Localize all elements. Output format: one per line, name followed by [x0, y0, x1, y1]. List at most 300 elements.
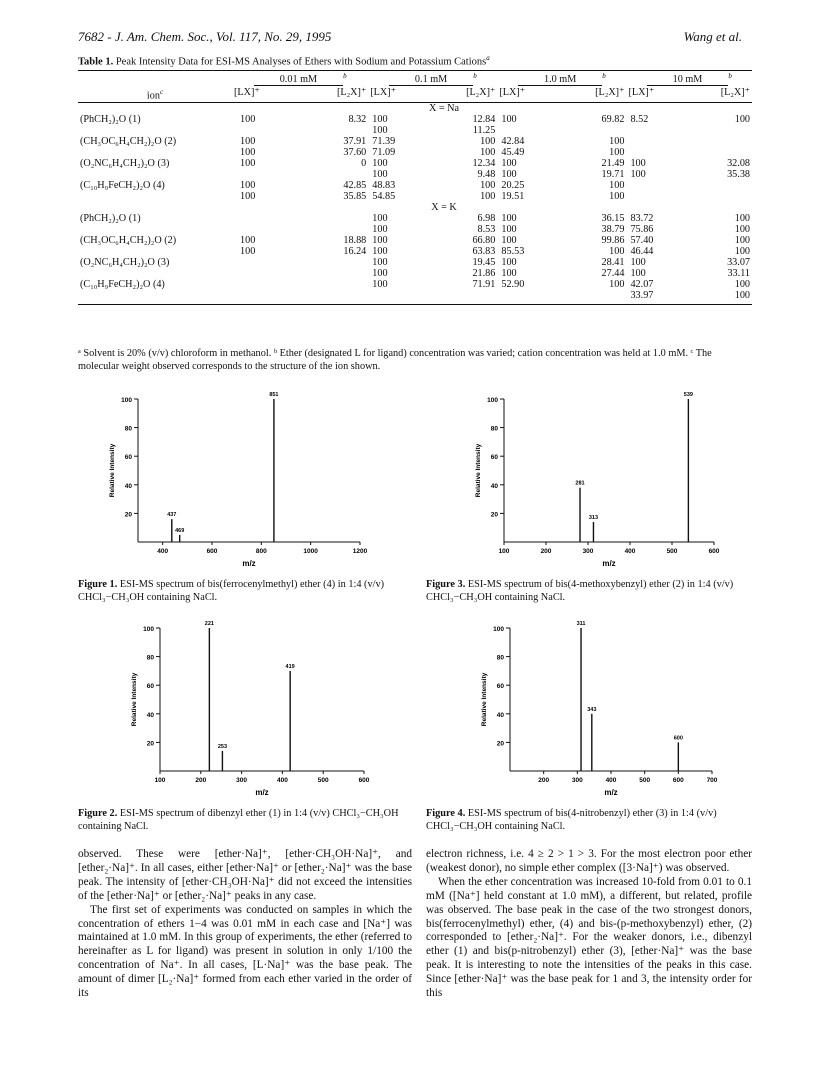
y-tick-label: 40 [490, 482, 498, 490]
concentration-mark: b [343, 72, 347, 80]
table-cell [497, 279, 558, 301]
y-tick-label: 40 [146, 711, 154, 719]
x-axis-label: m/z [242, 559, 256, 568]
table-row [78, 235, 752, 257]
ion-label: ion [146, 90, 160, 102]
y-tick-label: 100 [487, 397, 498, 404]
cell-value: 100 [609, 190, 625, 202]
cell-value: 100 [630, 267, 646, 279]
cell-value: 85.53 [501, 245, 525, 257]
table-row [78, 158, 752, 180]
concentration-label: 10 mM [647, 74, 729, 86]
y-tick-label: 80 [490, 425, 498, 433]
table-row [78, 213, 752, 235]
cell-value: 100 [240, 157, 256, 169]
figure-label: Figure 2. [78, 808, 118, 819]
ion-name: (CH₃OC₆H₄CH₂)₂O (2) [80, 234, 177, 246]
x-tick-label: 100 [154, 777, 166, 784]
table-cell [686, 114, 752, 136]
table-cell [558, 279, 626, 301]
journal-citation: 7682 - J. Am. Chem. Soc., Vol. 117, No. 29, 1995 [78, 29, 332, 44]
cell-value: 100 [372, 278, 388, 290]
cell-value: 100 [501, 267, 517, 279]
cell-value: 100 [240, 234, 256, 246]
figure-label: Figure 1. [78, 579, 118, 590]
cell-value: 100 [501, 256, 517, 268]
table-cell [232, 257, 296, 279]
cell-value: 19.51 [501, 190, 525, 202]
cell-value: 57.40 [630, 234, 654, 246]
table-cell [429, 213, 497, 235]
cell-value: 83.72 [630, 212, 654, 224]
section-header: X = K [431, 201, 457, 213]
y-axis-label: Relative Intensity [481, 672, 488, 727]
cell-value: 100 [734, 113, 750, 125]
table-cell [686, 213, 752, 235]
cell-value: 100 [372, 267, 388, 279]
figure-4-spectrum [458, 614, 720, 799]
cell-value: 100 [501, 113, 517, 125]
table-cell [558, 158, 626, 180]
figure-4-caption [426, 808, 752, 833]
x-tick-label: 800 [255, 548, 267, 555]
table-cell [626, 279, 685, 301]
author-running-head: Wang et al. [683, 29, 742, 44]
table-cell [368, 235, 429, 257]
x-tick-label: 500 [317, 777, 329, 784]
x-tick-label: 200 [540, 548, 552, 555]
figure-caption-text: ESI-MS spectrum of bis(4-nitrobenzyl) ether (3) in 1:4 (v/v) CHCl₃−CH₃OH containing NaCl. [426, 808, 717, 832]
ion-name: (C₁₀H₉FeCH₂)₂O (4) [80, 179, 165, 191]
peak-label: 469 [175, 527, 185, 534]
cell-value: 100 [609, 179, 625, 191]
concentration-header [232, 71, 368, 86]
table-cell [296, 114, 368, 136]
table-cell [558, 136, 626, 158]
cell-value: 100 [609, 278, 625, 290]
cell-value: 42.07 [630, 278, 654, 290]
x-tick-label: 600 [708, 548, 720, 555]
cell-value: 100 [630, 168, 646, 180]
y-tick-label: 80 [124, 425, 132, 433]
cell-value: 100 [501, 234, 517, 246]
concentration-label: 0.01 mM [254, 74, 343, 86]
x-tick-label: 200 [538, 777, 550, 784]
peak-label: 419 [285, 663, 295, 670]
ion-name: (O₂NC₆H₄CH₂)₂O (3) [80, 157, 170, 169]
cell-value: 9.48 [477, 168, 496, 180]
table-cell [497, 136, 558, 158]
peak-label: 313 [588, 514, 599, 521]
cell-value: 100 [734, 223, 750, 235]
table-cell [686, 136, 752, 158]
cell-value: 100 [609, 245, 625, 257]
column-header: [L₂X]⁺ [686, 85, 752, 102]
cell-value: 100 [372, 113, 388, 125]
x-tick-label: 1000 [303, 548, 318, 555]
table-title: Peak Intensity Data for ESI-MS Analyses of Ethers with Sodium and Potassium Cations [115, 56, 487, 68]
cell-value: 100 [480, 190, 496, 202]
x-tick-label: 400 [276, 777, 288, 784]
table-cell [626, 235, 685, 257]
peak-label: 851 [269, 392, 279, 398]
table-cell [368, 257, 429, 279]
cell-value: 35.85 [343, 190, 367, 202]
concentration-mark: b [602, 72, 606, 80]
x-tick-label: 400 [157, 548, 169, 555]
cell-value: 100 [480, 146, 496, 158]
cell-value: 42.85 [343, 179, 367, 191]
table-row [78, 114, 752, 136]
x-tick-label: 1200 [352, 548, 368, 555]
table-cell [497, 158, 558, 180]
table-cell [558, 180, 626, 202]
table-cell [626, 180, 685, 202]
x-tick-label: 100 [498, 548, 510, 555]
concentration-header [497, 71, 626, 86]
cell-value: 11.25 [472, 124, 496, 136]
cell-value: 19.45 [472, 256, 496, 268]
table-footnote: ᵃ Solvent is 20% (v/v) chloroform in methanol. ᵇ Ether (designated L for ligand) concentration was varied; cation concentration was held at 1.0 mM. ᶜ The molecular weight observed corresponds to the structure of the ion shown. [78, 348, 712, 372]
table-cell [232, 136, 296, 158]
paragraph: The first set of experiments was conducted on samples in which the concentration of ethers 1−4 was 0.01 mM in each case and [Na⁺] was maintained at 1.0 mM. In this group of experiments, the ether (referred to hereinafter as L for ligand) was present in solution in only 1/100 the concentration of Na⁺. In all cases, [L·Na]⁺ was the base peak. The amount of dimer [L₂·Na]⁺ formed from each ether varied in the order of its [78, 903, 412, 1000]
table-cell [497, 213, 558, 235]
table-cell [429, 257, 497, 279]
table-cell [686, 257, 752, 279]
table-cell [686, 158, 752, 180]
table-cell [429, 180, 497, 202]
figure-2-caption [78, 808, 418, 833]
ion-name: (PhCH₂)₂O (1) [80, 113, 141, 125]
table-cell [686, 279, 752, 301]
table-cell [368, 213, 429, 235]
cell-value: 100 [501, 157, 517, 169]
cell-value: 100 [480, 135, 496, 147]
concentration-mark: b [728, 72, 732, 80]
table-cell [296, 158, 368, 180]
ion-mark: c [159, 88, 164, 97]
cell-value: 100 [240, 135, 256, 147]
column-header: [LX]⁺ [626, 85, 685, 102]
table-cell [296, 136, 368, 158]
table-cell [232, 213, 296, 235]
table-cell [558, 257, 626, 279]
spectrum-svg [452, 385, 722, 570]
cell-value: 71.91 [472, 278, 496, 290]
peak-label: 221 [204, 621, 214, 627]
cell-value: 100 [734, 212, 750, 224]
cell-value: 37.60 [343, 146, 367, 158]
cell-value: 48.83 [372, 179, 396, 191]
paragraph: electron richness, i.e. 4 ≥ 2 > 1 > 3. For the most electron poor ether (weakest donor), no simple ether complex ([3·Na]⁺) was observed. [426, 848, 752, 874]
section-header: X = Na [428, 102, 460, 114]
column-header: [LX]⁺ [232, 85, 296, 102]
y-tick-label: 40 [496, 711, 504, 719]
peak-label: 311 [576, 621, 586, 627]
cell-value: 42.84 [501, 135, 525, 147]
y-tick-label: 80 [146, 654, 154, 662]
y-axis-label: Relative Intensity [109, 443, 116, 498]
cell-value: 52.90 [501, 278, 525, 290]
cell-value: 54.85 [372, 190, 396, 202]
table-cell [368, 279, 429, 301]
peak-label: 253 [217, 743, 228, 750]
cell-value: 66.80 [472, 234, 496, 246]
table-cell [497, 114, 558, 136]
cell-value: 6.98 [477, 212, 496, 224]
paragraph: When the ether concentration was increased 10-fold from 0.01 to 0.1 mM ([Na⁺] held constant at 1.0 mM), a different, but related, profile was observed. The base peak in the case of the two strongest donors, bis(ferrocenylmethyl) ether, (4) and bis-(p-methoxybenzyl) ether, (2) corresponded to [ether₂·Na]⁺. For the weaker donors, i.e., dibenzyl ether (1) and bis(p-nitrobenzyl) ether (3), [ether·Na]⁺ was the base peak. It is interesting to note the intensities of the peaks in this case. Since [ether·Na]⁺ was the base peak for 1 and 3, the intensity order for this [426, 875, 752, 1000]
peak-label: 437 [167, 512, 177, 519]
table-cell [368, 180, 429, 202]
cell-value: 8.32 [348, 113, 367, 125]
figure-3-caption [426, 579, 752, 604]
y-tick-label: 60 [490, 454, 498, 462]
ion-name: (PhCH₂)₂O (1) [80, 212, 141, 224]
y-tick-label: 80 [496, 654, 504, 662]
table-cell [296, 279, 368, 301]
cell-value: 100 [734, 278, 750, 290]
data-table [78, 70, 752, 305]
cell-value: 21.49 [601, 157, 625, 169]
y-tick-label: 20 [146, 740, 154, 748]
cell-value: 100 [372, 168, 388, 180]
column-header: [L₂X]⁺ [558, 85, 626, 102]
x-tick-label: 300 [582, 548, 594, 555]
x-tick-label: 300 [571, 777, 583, 784]
ion-name: (C₁₀H₉FeCH₂)₂O (4) [80, 278, 165, 290]
column-header: [L₂X]⁺ [296, 85, 368, 102]
table-row [78, 180, 752, 202]
figure-1-spectrum [86, 385, 368, 570]
cell-value: 71.39 [372, 135, 396, 147]
body-text-right-column [426, 848, 752, 1001]
cell-value: 100 [240, 190, 256, 202]
cell-value: 69.82 [601, 113, 625, 125]
table-cell [429, 136, 497, 158]
cell-value: 100 [734, 234, 750, 246]
figure-label: Figure 4. [426, 808, 466, 819]
table-cell [429, 114, 497, 136]
y-axis-label: Relative Intensity [131, 672, 138, 727]
table-cell [626, 136, 685, 158]
cell-value: 45.49 [501, 146, 525, 158]
ion-column-header [78, 85, 232, 102]
running-header [78, 29, 742, 47]
figure-caption-text: ESI-MS spectrum of bis(4-methoxybenzyl) ether (2) in 1:4 (v/v) CHCl₃−CH₃OH containing NaCl. [426, 579, 734, 603]
cell-value: 100 [372, 256, 388, 268]
ion-name: (CH₃OC₆H₄CH₂)₂O (2) [80, 135, 177, 147]
table-corner [78, 71, 232, 86]
table-cell [232, 180, 296, 202]
cell-value: 100 [240, 179, 256, 191]
spectrum-svg [108, 614, 372, 799]
cell-value: 100 [240, 113, 256, 125]
table-cell [626, 213, 685, 235]
cell-value: 100 [372, 234, 388, 246]
table-row [78, 279, 752, 301]
table-cell [296, 257, 368, 279]
cell-value: 32.08 [727, 157, 750, 169]
peak-label: 600 [673, 735, 683, 742]
cell-value: 38.79 [601, 223, 625, 235]
cell-value: 21.86 [472, 267, 496, 279]
y-tick-label: 20 [496, 740, 504, 748]
cell-value: 18.88 [343, 234, 367, 246]
table-cell [626, 257, 685, 279]
x-tick-label: 600 [358, 777, 370, 784]
figure-2-spectrum [108, 614, 372, 799]
column-header: [LX]⁺ [497, 85, 558, 102]
cell-value: 27.44 [601, 267, 625, 279]
table-cell [368, 158, 429, 180]
table-cell [497, 180, 558, 202]
cell-value: 75.86 [630, 223, 654, 235]
x-tick-label: 500 [666, 548, 678, 555]
cell-value: 35.38 [727, 168, 750, 180]
cell-value: 37.91 [343, 135, 367, 147]
cell-value: 0 [361, 157, 367, 169]
cell-value: 100 [240, 245, 256, 257]
table-cell [368, 136, 429, 158]
figure-3-spectrum [452, 385, 722, 570]
table-cell [296, 235, 368, 257]
cell-value: 12.84 [472, 113, 496, 125]
table-cell [429, 158, 497, 180]
peak-label: 281 [575, 480, 585, 487]
spectrum-svg [458, 614, 720, 799]
cell-value: 12.34 [472, 157, 496, 169]
cell-value: 36.15 [601, 212, 625, 224]
y-tick-label: 40 [124, 482, 132, 490]
cell-value: 20.25 [501, 179, 525, 191]
table-cell [686, 235, 752, 257]
cell-value: 100 [609, 146, 625, 158]
cell-value: 33.11 [727, 267, 750, 279]
cell-value: 100 [372, 124, 388, 136]
table-row [78, 136, 752, 158]
cell-value: 100 [480, 179, 496, 191]
table-cell [626, 114, 685, 136]
cell-value: 100 [501, 168, 517, 180]
figure-caption-text: ESI-MS spectrum of bis(ferrocenylmethyl) ether (4) in 1:4 (v/v) CHCl₃−CH₃OH containing NaCl. [78, 579, 385, 603]
cell-value: 19.71 [601, 168, 625, 180]
cell-value: 8.52 [630, 113, 649, 125]
table-cell [232, 279, 296, 301]
ion-name: (O₂NC₆H₄CH₂)₂O (3) [80, 256, 170, 268]
cell-value: 100 [609, 135, 625, 147]
table-cell [497, 235, 558, 257]
table-row [78, 257, 752, 279]
cell-value: 100 [734, 289, 750, 301]
y-tick-label: 100 [493, 626, 504, 633]
cell-value: 100 [630, 256, 646, 268]
y-axis-label: Relative Intensity [475, 443, 482, 498]
table-cell [558, 235, 626, 257]
x-tick-label: 400 [605, 777, 617, 784]
table-title-mark: a [486, 54, 490, 62]
body-text-left-column [78, 848, 412, 1001]
cell-value: 28.41 [601, 256, 625, 268]
table-caption [78, 54, 748, 68]
peak-label: 539 [683, 392, 693, 398]
table-cell [232, 235, 296, 257]
figure-label: Figure 3. [426, 579, 466, 590]
column-header: [L₂X]⁺ [429, 85, 497, 102]
figure-caption-text: ESI-MS spectrum of dibenzyl ether (1) in 1:4 (v/v) CHCl₃−CH₃OH containing NaCl. [78, 808, 399, 832]
peak-label: 343 [587, 706, 597, 713]
y-tick-label: 60 [124, 454, 132, 462]
x-tick-label: 300 [236, 777, 248, 784]
spectrum-svg [86, 385, 368, 570]
x-axis-label: m/z [255, 788, 269, 797]
y-tick-label: 100 [121, 397, 132, 404]
x-tick-label: 200 [195, 777, 207, 784]
x-tick-label: 600 [672, 777, 684, 784]
concentration-header [368, 71, 497, 86]
table-cell [296, 180, 368, 202]
cell-value: 100 [501, 212, 517, 224]
concentration-header [626, 71, 752, 86]
column-header: [LX]⁺ [368, 85, 429, 102]
cell-value: 63.83 [472, 245, 496, 257]
cell-value: 100 [372, 245, 388, 257]
cell-value: 71.09 [372, 146, 396, 158]
table-label: Table 1. [78, 56, 114, 68]
table-cell [429, 235, 497, 257]
table-cell [558, 213, 626, 235]
cell-value: 33.07 [727, 256, 750, 268]
cell-value: 100 [372, 223, 388, 235]
y-tick-label: 20 [124, 511, 132, 519]
table-cell [686, 180, 752, 202]
x-tick-label: 600 [206, 548, 218, 555]
y-tick-label: 60 [146, 683, 154, 691]
y-tick-label: 60 [496, 683, 504, 691]
table-cell [626, 158, 685, 180]
cell-value: 8.53 [477, 223, 496, 235]
cell-value: 100 [630, 157, 646, 169]
table-cell [232, 158, 296, 180]
concentration-label: 1.0 mM [518, 74, 602, 86]
table-cell [558, 114, 626, 136]
table-cell [497, 257, 558, 279]
figure-1-caption [78, 579, 418, 604]
cell-value: 100 [240, 146, 256, 158]
x-axis-label: m/z [602, 559, 616, 568]
cell-value: 100 [734, 245, 750, 257]
y-tick-label: 20 [490, 511, 498, 519]
table-cell [232, 114, 296, 136]
cell-value: 100 [372, 212, 388, 224]
table-cell [429, 279, 497, 301]
x-axis-label: m/z [604, 788, 618, 797]
table-cell [368, 114, 429, 136]
cell-value: 100 [501, 223, 517, 235]
cell-value: 33.97 [630, 289, 654, 301]
x-tick-label: 500 [639, 777, 651, 784]
cell-value: 100 [372, 157, 388, 169]
x-tick-label: 700 [706, 777, 718, 784]
cell-value: 99.86 [601, 234, 625, 246]
y-tick-label: 100 [143, 626, 154, 633]
cell-value: 16.24 [343, 245, 367, 257]
paragraph: observed. These were [ether·Na]⁺, [ether·CH₃OH·Na]⁺, and [ether₂·Na]⁺. In all cases, either [ether·Na]⁺ or [ether₂·Na]⁺ was the base peak. The intensity of [ether·CH₃OH·Na]⁺ did not exceed the intensities of the [ether·Na]⁺ or [ether₂·Na]⁺ peaks in any case. [78, 848, 412, 902]
table-cell [296, 213, 368, 235]
concentration-label: 0.1 mM [389, 74, 473, 86]
cell-value: 46.44 [630, 245, 654, 257]
x-tick-label: 400 [624, 548, 636, 555]
concentration-mark: b [473, 72, 477, 80]
